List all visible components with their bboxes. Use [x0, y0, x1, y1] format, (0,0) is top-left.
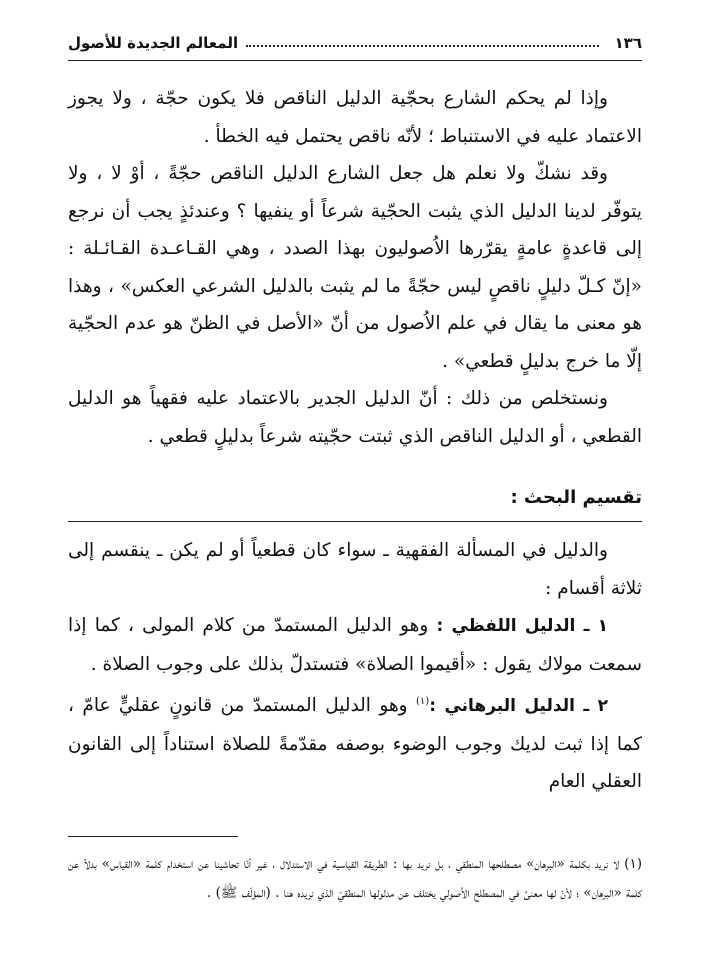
section-divider [68, 521, 642, 522]
item-2-lead: ٢ ـ الدليل البرهاني : [429, 696, 608, 717]
paragraph-3: ونستخلص من ذلك : أنّ الدليل الجدير بالاعتماد عليه فقهياً هو الدليل القطعي ، أو الدليل الناقص الذي ثبتت حجّيته شرعاً بدليلٍ قطعي . [68, 388, 642, 447]
page-number: ١٣٦ [614, 34, 642, 52]
section-heading: تقسيم البحث : [510, 487, 642, 508]
footnotes [68, 850, 642, 908]
section-intro: والدليل في المسألة الفقهية ـ سواء كان قطعياً أو لم يكن ـ ينقسم إلى ثلاثة أقسام : [68, 540, 642, 599]
list-item-1 [68, 607, 642, 683]
footnote-1: (١) لا نريد بكلمة «البرهان» مصطلحها المنطقي ، بل نريد بها : الطريقة القياسية في الاستدلال ، غير أنّا تحاشينا عن استخدام كلمة «القياس» بدلاً عن كلمة «البرهان» ؛ لأنّ لها معنىً في المصطلح الاُصولي يختلف عن مدلولها المنطقيّ الذي نريده هنا . (المؤلّف ﷺ) . [68, 856, 642, 901]
page-header [68, 30, 642, 61]
paragraph-2: وقد نشكّ ولا نعلم هل جعل الشارع الدليل الناقص حجّةً ، أوْ لا ، ولا يتوفّر لدينا الدليل الذي يثبت الحجّية شرعاً أو ينفيها ؟ وعندئذٍ يجب أن نرجع إلى قاعدةٍ عامةٍ يقرّرها الاُصوليون بهذا الصدد ، وهي القـاعـدة القـائـلة : «إنّ كـلّ دليلٍ ناقصٍ ليس حجّةً ما لم يثبت بالدليل الشرعي العكس» ، وهذا هو معنى ما يقال في علم الاُصول من أنّ «الأصل في الظنّ هو عدم الحجّية إلّا ما خرج بدليلٍ قطعي» . [68, 163, 642, 372]
footnote-rule [68, 836, 238, 837]
list-item-2 [68, 683, 642, 801]
paragraph-1: وإذا لم يحكم الشارع بحجّية الدليل الناقص فلا يكون حجّة ، ولا يجوز الاعتماد عليه في الاستنباط ؛ لأنّه ناقص يحتمل فيه الخطأ . [68, 88, 642, 147]
running-title: المعالم الجديدة للأصول [68, 34, 239, 52]
item-1-lead: ١ ـ الدليل اللفظي : [436, 616, 608, 636]
main-text [68, 80, 642, 801]
item-2-text: وهو الدليل المستمدّ من قانونٍ عقليٍّ عامّ ، كما إذا ثبت لديك وجوب الوضوء بوصفه مقدّمةً للصلاة استناداً إلى القانون العقلي العام [68, 695, 642, 793]
leader-dots [246, 45, 598, 47]
item-1-text: وهو الدليل المستمدّ من كلام المولى ، كما إذا سمعت مولاك يقول : «أقيموا الصلاة» فتستدلّ بذلك على وجوب الصلاة . [68, 615, 642, 675]
footnote-marker[interactable]: (١) [416, 696, 430, 707]
